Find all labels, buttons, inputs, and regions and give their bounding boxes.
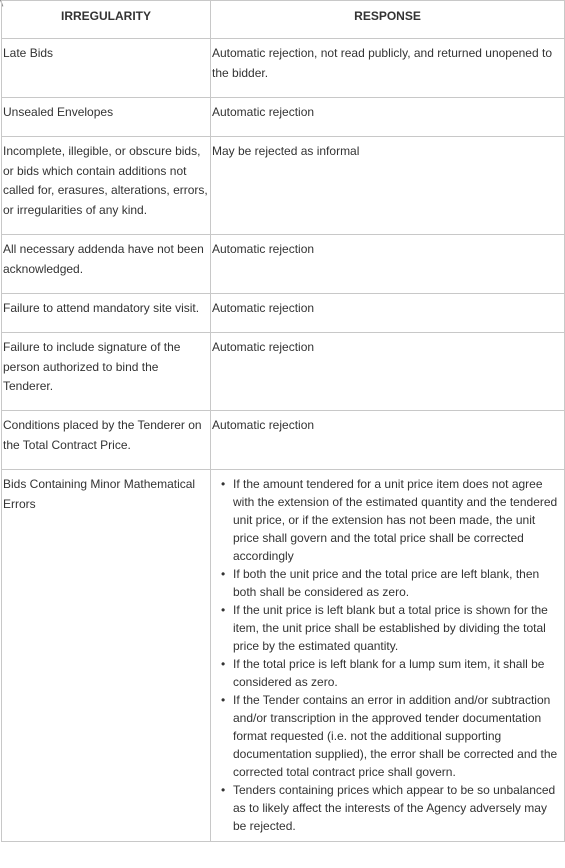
response-text: Automatic rejection (212, 340, 315, 354)
list-item (221, 691, 562, 781)
irregularity-text: All necessary addenda have not been acknowledged. (3, 242, 204, 276)
list-item (221, 601, 562, 655)
irregularity-cell (2, 98, 211, 137)
irregularity-text: Unsealed Envelopes (3, 105, 114, 119)
response-cell (211, 411, 565, 470)
irregularity-cell (2, 235, 211, 294)
response-text: Automatic rejection (212, 242, 315, 256)
response-text: May be rejected as informal (212, 144, 360, 158)
bullet-icon: • (221, 567, 226, 581)
bullet-icon: • (221, 657, 226, 671)
irregularity-text: Failure to include signature of the person authorized to bind the Tenderer. (3, 340, 181, 393)
response-cell (211, 470, 565, 842)
table-row (2, 333, 565, 411)
list-item-text: If both the unit price and the total price are left blank, then both shall be considered as zero. (233, 567, 540, 599)
response-bullet-list (211, 475, 562, 835)
irregularity-cell (2, 411, 211, 470)
list-item (221, 781, 562, 835)
header-irregularity: IRREGULARITY (2, 1, 211, 39)
list-item-text: If the total price is left blank for a lump sum item, it shall be considered as zero. (233, 657, 545, 689)
table-row (2, 470, 565, 842)
response-cell (211, 235, 565, 294)
irregularity-cell (2, 39, 211, 98)
response-cell (211, 333, 565, 411)
irregularity-cell (2, 294, 211, 333)
header-row (2, 1, 565, 39)
bullet-icon: • (221, 477, 226, 491)
irregularity-text: Conditions placed by the Tenderer on the Total Contract Price. (3, 418, 202, 452)
irregularity-table (1, 0, 565, 842)
irregularity-cell (2, 333, 211, 411)
response-text: Automatic rejection (212, 418, 315, 432)
irregularity-cell (2, 470, 211, 842)
table-row (2, 411, 565, 470)
response-cell (211, 98, 565, 137)
bullet-icon: • (221, 693, 226, 707)
response-text: Automatic rejection (212, 105, 315, 119)
response-text: Automatic rejection, not read publicly, and returned unopened to the bidder. (212, 46, 552, 80)
table-row (2, 294, 565, 333)
bullet-icon: • (221, 783, 226, 797)
irregularity-text: Bids Containing Minor Mathematical Errors (3, 477, 196, 511)
list-item-text: If the Tender contains an error in addition and/or subtraction and/or transcription in the approved tender documentation format requested (i.e. not the additional supporting documentation supplied), the error shall be corrected and the corrected total contract price shall govern. (233, 693, 558, 779)
response-text: Automatic rejection (212, 301, 315, 315)
bullet-icon: • (221, 603, 226, 617)
table-row (2, 39, 565, 98)
response-cell (211, 39, 565, 98)
list-item (221, 565, 562, 601)
response-cell (211, 137, 565, 235)
list-item-text: Tenders containing prices which appear to be so unbalanced as to likely affect the interests of the Agency adversely may be rejected. (233, 783, 556, 833)
irregularity-text: Incomplete, illegible, or obscure bids, or bids which contain additions not called for, erasures, alterations, errors, or irregularities of any kind. (3, 144, 208, 217)
response-cell (211, 294, 565, 333)
table-row (2, 137, 565, 235)
header-response: RESPONSE (211, 1, 565, 39)
irregularity-text: Failure to attend mandatory site visit. (3, 301, 200, 315)
list-item (221, 655, 562, 691)
table-row (2, 235, 565, 294)
list-item (221, 475, 562, 565)
table-row (2, 98, 565, 137)
irregularity-text: Late Bids (3, 46, 54, 60)
list-item-text: If the amount tendered for a unit price item does not agree with the extension of the estimated quantity and the tendered unit price, or if the extension has not been made, the unit price shall govern and the total price shall be corrected accordingly (233, 477, 558, 563)
irregularity-cell (2, 137, 211, 235)
list-item-text: If the unit price is left blank but a total price is shown for the item, the unit price shall be established by dividing the total price by the estimated quantity. (233, 603, 548, 653)
